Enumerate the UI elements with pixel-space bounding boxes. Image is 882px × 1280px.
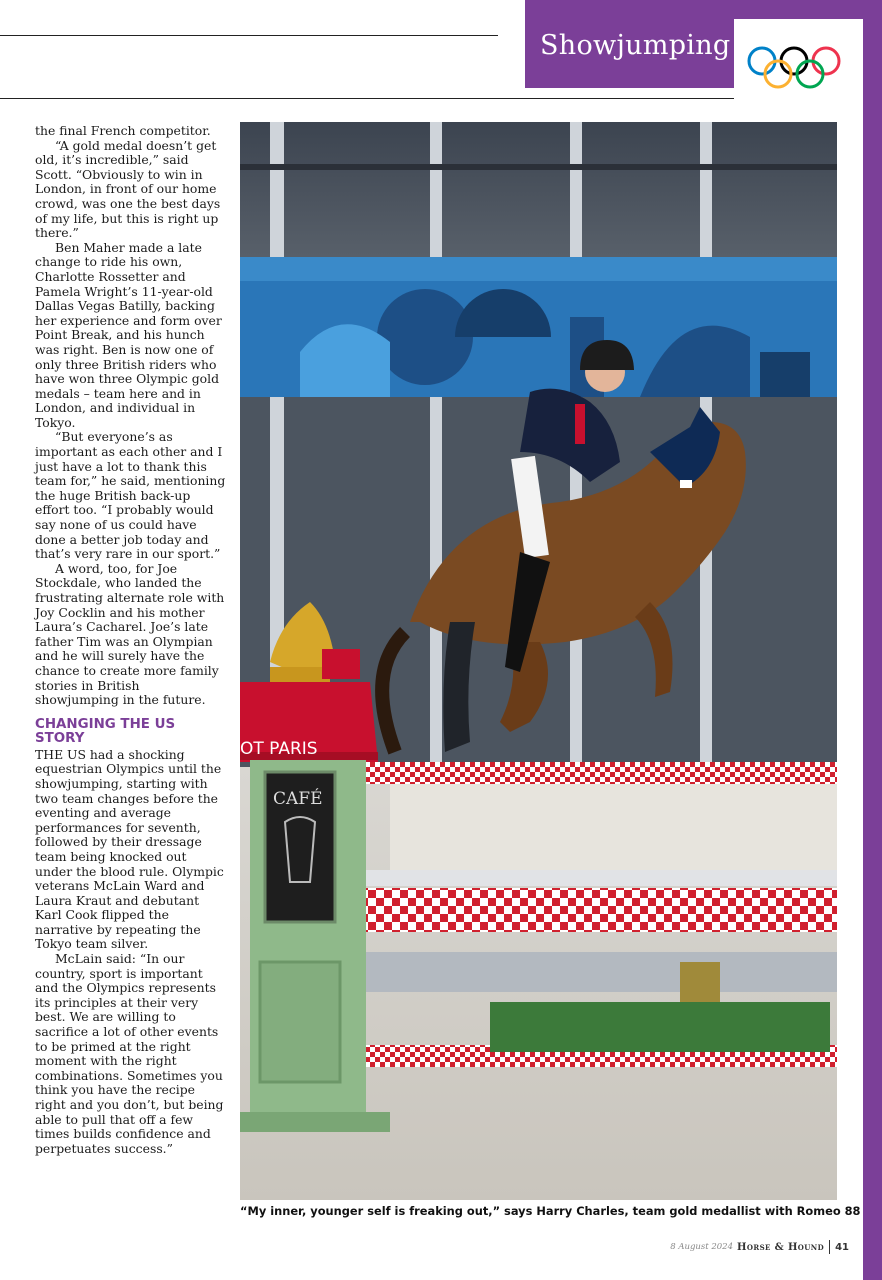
photo-signage: OT PARIS <box>240 739 318 759</box>
issue-date: 8 August 2024 <box>670 1242 733 1252</box>
photo-caption: “My inner, younger self is freaking out,” says Harry Charles, team gold medallist with Romeo 88 <box>240 1204 861 1218</box>
article-column <box>35 124 227 1156</box>
page-number: 41 <box>835 1241 849 1253</box>
olympic-rings-logo <box>734 19 863 106</box>
article-subhead: CHANGING THE US STORY <box>35 716 176 746</box>
cafe-sign: CAFÉ <box>273 789 323 809</box>
page-edge-bar <box>863 0 882 1280</box>
main-photo <box>240 122 837 1200</box>
article-paragraph: McLain said: “In our country, sport is important and the Olympics represents its principles at their very best. We are willing to sacrifice a lot of other events to be primed at the right moment with the right combinations. Sometimes you think you have the recipe right and you don’t, but being able to pull that off a few times builds confidence and perpetuates success.” <box>35 951 224 1156</box>
header-rule <box>0 98 836 99</box>
folio-divider <box>829 1240 830 1254</box>
article-paragraph: the final French competitor. <box>35 123 211 138</box>
section-label: Showjumping <box>540 30 731 61</box>
article-paragraph: THE US had a shocking equestrian Olympics until the showjumping, starting with two team changes before the eventing and average performances for seventh, followed by their dressage team being knocked out under the blood rule. Olympic veterans McLain Ward and Laura Kraut and debutant Karl Cook flipped the narrative by repeating the Tokyo team silver. <box>35 746 224 952</box>
page-folio <box>670 1240 849 1254</box>
header-top-rule <box>0 35 498 36</box>
article-paragraph: Ben Maher made a late change to ride his own, Charlotte Rossetter and Pamela Wright’s 11-year-old Dallas Vegas Batilly, backing her experience and form over Point Break, and his hunch was right. Ben is now one of only three British riders who have won three Olympic gold medals – team here and in London, and individual in Tokyo. <box>35 239 222 430</box>
article-paragraph: “But everyone’s as important as each other and I just have a lot to thank this team for,” he said, mentioning the huge British back-up effort too. “I probably would say none of us could have done a better job today and that’s very rare in our sport.” <box>35 429 226 562</box>
olympic-rings-icon <box>746 45 852 91</box>
magazine-name: Horse & Hound <box>737 1241 825 1253</box>
showjumping-photo-illustration <box>240 122 837 1200</box>
article-paragraph: A word, too, for Joe Stockdale, who landed the frustrating alternate role with Joy Cocklin and his mother Laura’s Cacharel. Joe’s late father Tim was an Olympian and he will surely have the chance to create more family stories in British showjumping in the future. <box>35 560 225 708</box>
article-paragraph: “A gold medal doesn’t get old, it’s incredible,” said Scott. “Obviously to win in London, in front of our home crowd, was one the best days of my life, but this is right up there.” <box>35 137 221 241</box>
